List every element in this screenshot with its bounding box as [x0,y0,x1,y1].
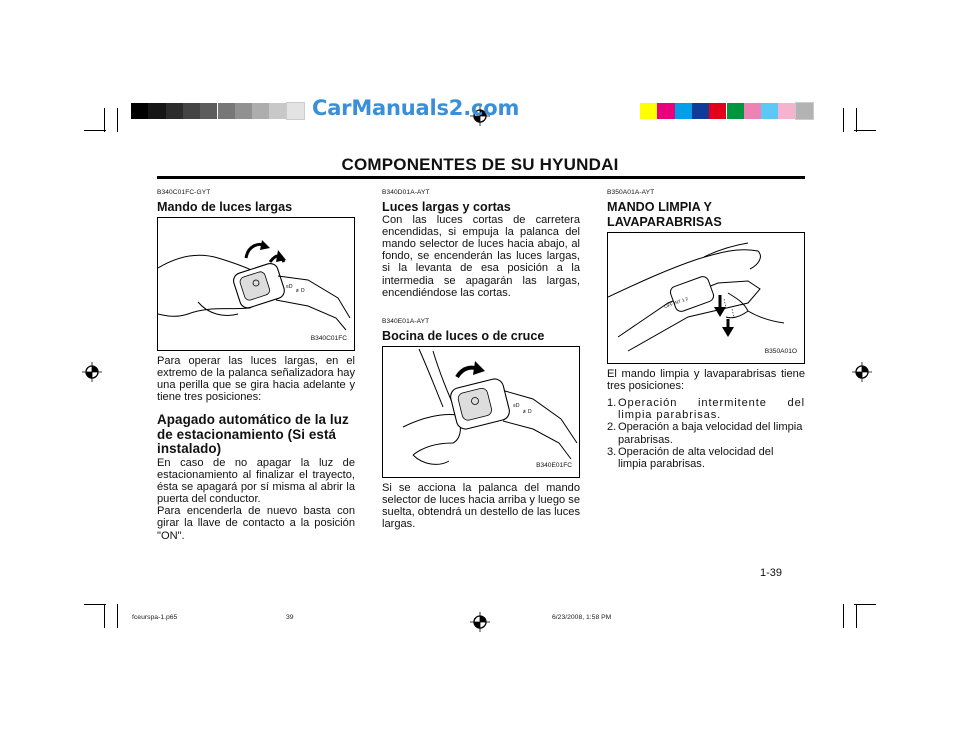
section-heading: Luces largas y cortas [382,200,511,215]
calibration-swatch [218,103,235,119]
svg-text:≡D: ≡D [286,284,293,291]
list-item [607,446,805,470]
registration-target-icon [852,362,872,382]
calibration-swatch [269,103,286,119]
calibration-swatch [200,103,217,119]
list-item [607,397,805,421]
calibration-swatch [675,103,692,119]
section-code: B340C01FC-GYT [157,189,211,196]
watermark-text: CarManuals2.com [312,96,520,120]
footer-filename: fceurspa-1.p65 [132,614,178,621]
wiper-lever-illustration [608,233,804,363]
figure-high-beam-knob [157,217,355,351]
column-high-beam [157,187,355,542]
calibration-swatch [796,103,813,119]
section-heading: Mando de luces largas [157,200,293,215]
list-text: Operación de alta velocidad del limpia parabrisas. [618,445,774,470]
calibration-swatch [235,103,252,119]
crop-mark [843,108,844,132]
calibration-swatch [252,103,269,119]
wiper-positions-list [607,397,805,470]
list-text: Operación a baja velocidad del limpia parabrisas. [618,421,803,446]
lever-knob-illustration [158,218,354,350]
figure-label: B350A01O [764,348,797,355]
footer-timestamp: 6/23/2008, 1:58 PM [552,614,612,621]
list-number: 2. [607,421,617,434]
figure-wiper-lever [607,232,805,364]
title-rule [157,176,805,179]
calibration-swatch [709,103,726,119]
section-code: B350A01A-AYT [607,189,655,196]
list-number: 3. [607,445,617,458]
figure-label: B340C01FC [310,335,347,342]
paragraph: Con las luces cortas de carretera encendidas, si empuja la palanca del mando selector de luces hacia abajo, al fondo, se encenderán las luces largas, si la levanta de esa posición a la intermedia se apagarán las largas, encendiéndose las cortas. [382,214,580,299]
crop-mark [117,604,118,628]
registration-target-icon [470,612,490,632]
paragraph: Para encenderla de nuevo basta con girar la llave de contacto a la posición "ON". [157,505,355,542]
crop-mark [856,108,857,132]
list-text: Operación intermitente del limpia parabrisas. [618,397,805,422]
crop-mark [854,130,876,131]
section-code: B340D01A-AYT [382,189,430,196]
section-heading: MANDO LIMPIA Y LAVAPARABRISAS [607,200,722,229]
list-number: 1. [607,397,617,410]
calibration-swatch [692,103,709,119]
paragraph: En caso de no apagar la luz de estacionamiento al finalizar el trayecto, ésta se apagará por sí misma al abrir la puerta del conductor. [157,456,355,506]
paragraph: Si se acciona la palanca del mando selector de luces hacia arriba y luego se suelta, obtendrá un destello de las luces largas. [382,481,580,531]
figure-flash-to-pass [382,346,580,478]
calibration-swatch [744,103,761,119]
column-wiper-washer [607,187,805,470]
calibration-swatch [727,103,744,119]
calibration-swatch [183,103,200,119]
paragraph: Para operar las luces largas, en el extremo de la palanca señalizadora hay una perilla que se gira hacia adelante y tiene tres posiciones: [157,355,355,404]
registration-target-icon [82,362,102,382]
section-code: B340E01A-AYT [382,317,430,325]
svg-text:≢D: ≢D [523,408,532,415]
calibration-swatch [287,103,304,119]
crop-mark [84,604,106,605]
crop-mark [843,604,844,628]
list-item [607,421,805,445]
calibration-swatch [640,103,657,119]
calibration-swatch [778,103,795,119]
calibration-swatch [761,103,778,119]
crop-mark [104,604,105,628]
figure-label: B340E01FC [536,461,572,469]
lever-hand-illustration [383,347,579,477]
svg-text:≡D: ≡D [513,402,520,409]
crop-mark [104,108,105,132]
crop-mark [854,604,876,605]
calibration-swatch [657,103,674,119]
crop-mark [117,108,118,132]
footer-page: 39 [286,614,294,621]
calibration-swatch [148,103,165,119]
paragraph: El mando limpia y lavaparabrisas tiene tres posiciones: [607,368,805,393]
column-low-high-beam [382,187,580,530]
section-heading: Bocina de luces o de cruce [382,328,545,343]
calibration-swatch [131,103,148,119]
crop-mark [856,604,857,628]
calibration-swatch [166,103,183,119]
page-number: 1-39 [760,567,783,579]
svg-text:OFF INT 1 2: OFF INT 1 2 [663,296,689,310]
section-subheading: Apagado automático de la luz de estacionamiento (Si está instalado) [157,412,349,457]
page-title: COMPONENTES DE SU HYUNDAI [341,155,619,174]
svg-text:≢D: ≢D [296,288,305,295]
crop-mark [84,130,106,131]
